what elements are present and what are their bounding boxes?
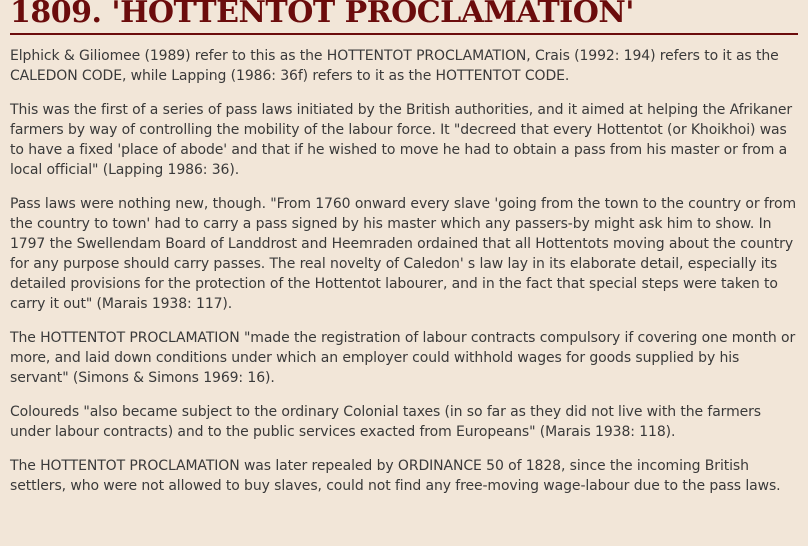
paragraph-5: Coloureds "also became subject to the ordinary Colonial taxes (in so far as they did not live with the farmers under labour contracts) and to the public services exacted from Europeans" (Marais 1938: 118). [10, 404, 761, 440]
paragraph-2: This was the first of a series of pass laws initiated by the British authorities, and it aimed at helping the Afrikaner farmers by way of controlling the mobility of the labour force. It "decreed that every Hottentot (or Khoikhoi) was to have a fixed 'place of abode' and that if he wished to move he had to obtain a pass from his master or from a local official" (Lapping 1986: 36). [10, 102, 793, 178]
paragraph-6: The HOTTENTOT PROCLAMATION was later repealed by ORDINANCE 50 of 1828, since the incoming British settlers, who were not allowed to buy slaves, could not find any free-moving wage-labour due to the pass laws. [10, 458, 781, 494]
heading-divider [10, 33, 798, 35]
paragraph-1: Elphick & Giliomee (1989) refer to this as the HOTTENTOT PROCLAMATION, Crais (1992: 194) refers to it as the CALEDON CODE, while Lapping (1986: 36f) refers to it as the HOTTENTOT CODE. [10, 48, 779, 84]
paragraph-3: Pass laws were nothing new, though. "From 1760 onward every slave 'going from the town to the country or from the country to town' had to carry a pass signed by his master which any passers-by might ask him to show. In 1797 the Swellendam Board of Landdrost and Heemraden ordained that all Hottentots moving about the country for any purpose should carry passes. The real novelty of Caledon' s law lay in its elaborate detail, especially its detailed provisions for the protection of the Hottentot labourer, and in the fact that special steps were taken to carry it out" (Marais 1938: 117). [10, 196, 797, 312]
paragraph-4: The HOTTENTOT PROCLAMATION "made the registration of labour contracts compulsory if covering one month or more, and laid down conditions under which an employer could withhold wages for goods supplied by his servant" (Simons & Simons 1969: 16). [10, 330, 796, 386]
page-title: 1809. 'HOTTENTOT PROCLAMATION' [10, 0, 634, 30]
